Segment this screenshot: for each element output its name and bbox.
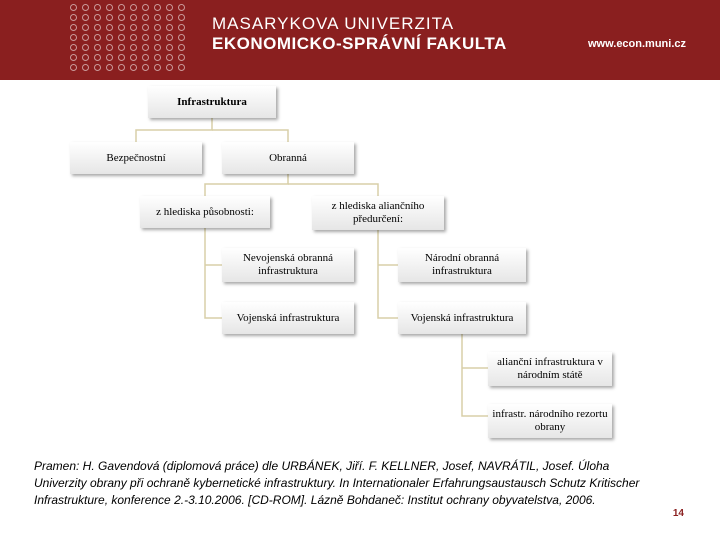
- faculty-name: EKONOMICKO-SPRÁVNÍ FAKULTA: [212, 34, 507, 53]
- node-infrastruktura: Infrastruktura: [148, 86, 276, 118]
- node-hlediska-aliancniho: z hlediska aliančního předurčení:: [312, 196, 444, 230]
- node-narodni-rezort: infrastr. národního rezortu obrany: [488, 404, 612, 438]
- node-narodni-obranna: Národní obranná infrastruktura: [398, 248, 526, 282]
- node-vojenska-left: Vojenská infrastruktura: [222, 302, 354, 334]
- page-number: 14: [672, 508, 684, 519]
- node-vojenska-right: Vojenská infrastruktura: [398, 302, 526, 334]
- source-citation: Pramen: H. Gavendová (diplomová práce) dle URBÁNEK, Jiří. F. KELLNER, Josef, NAVRÁTIL, Josef. Úloha Univerzity obrany při ochraně kybernetické infrastruktury. In Internationaler Erfahrungsaustausch Schutz Kritischer Infrastrukture, konference 2.-3.10.2006. [CD-ROM]. Lázně Bohdaneč: Institut ochrany obyvatelstva, 2006.: [34, 459, 640, 507]
- website-url[interactable]: www.econ.muni.cz: [588, 38, 686, 50]
- node-obranna: Obranná: [222, 142, 354, 174]
- node-hlediska-pusobnosti: z hlediska působnosti:: [140, 196, 270, 228]
- university-name: MASARYKOVA UNIVERZITA: [212, 14, 455, 33]
- node-aliancni-infrastruktura: alianční infrastruktura v národním státě: [488, 352, 612, 386]
- node-bezpecnostni: Bezpečnostní: [70, 142, 202, 174]
- node-nevojenska-obranna: Nevojenská obranná infrastruktura: [222, 248, 354, 282]
